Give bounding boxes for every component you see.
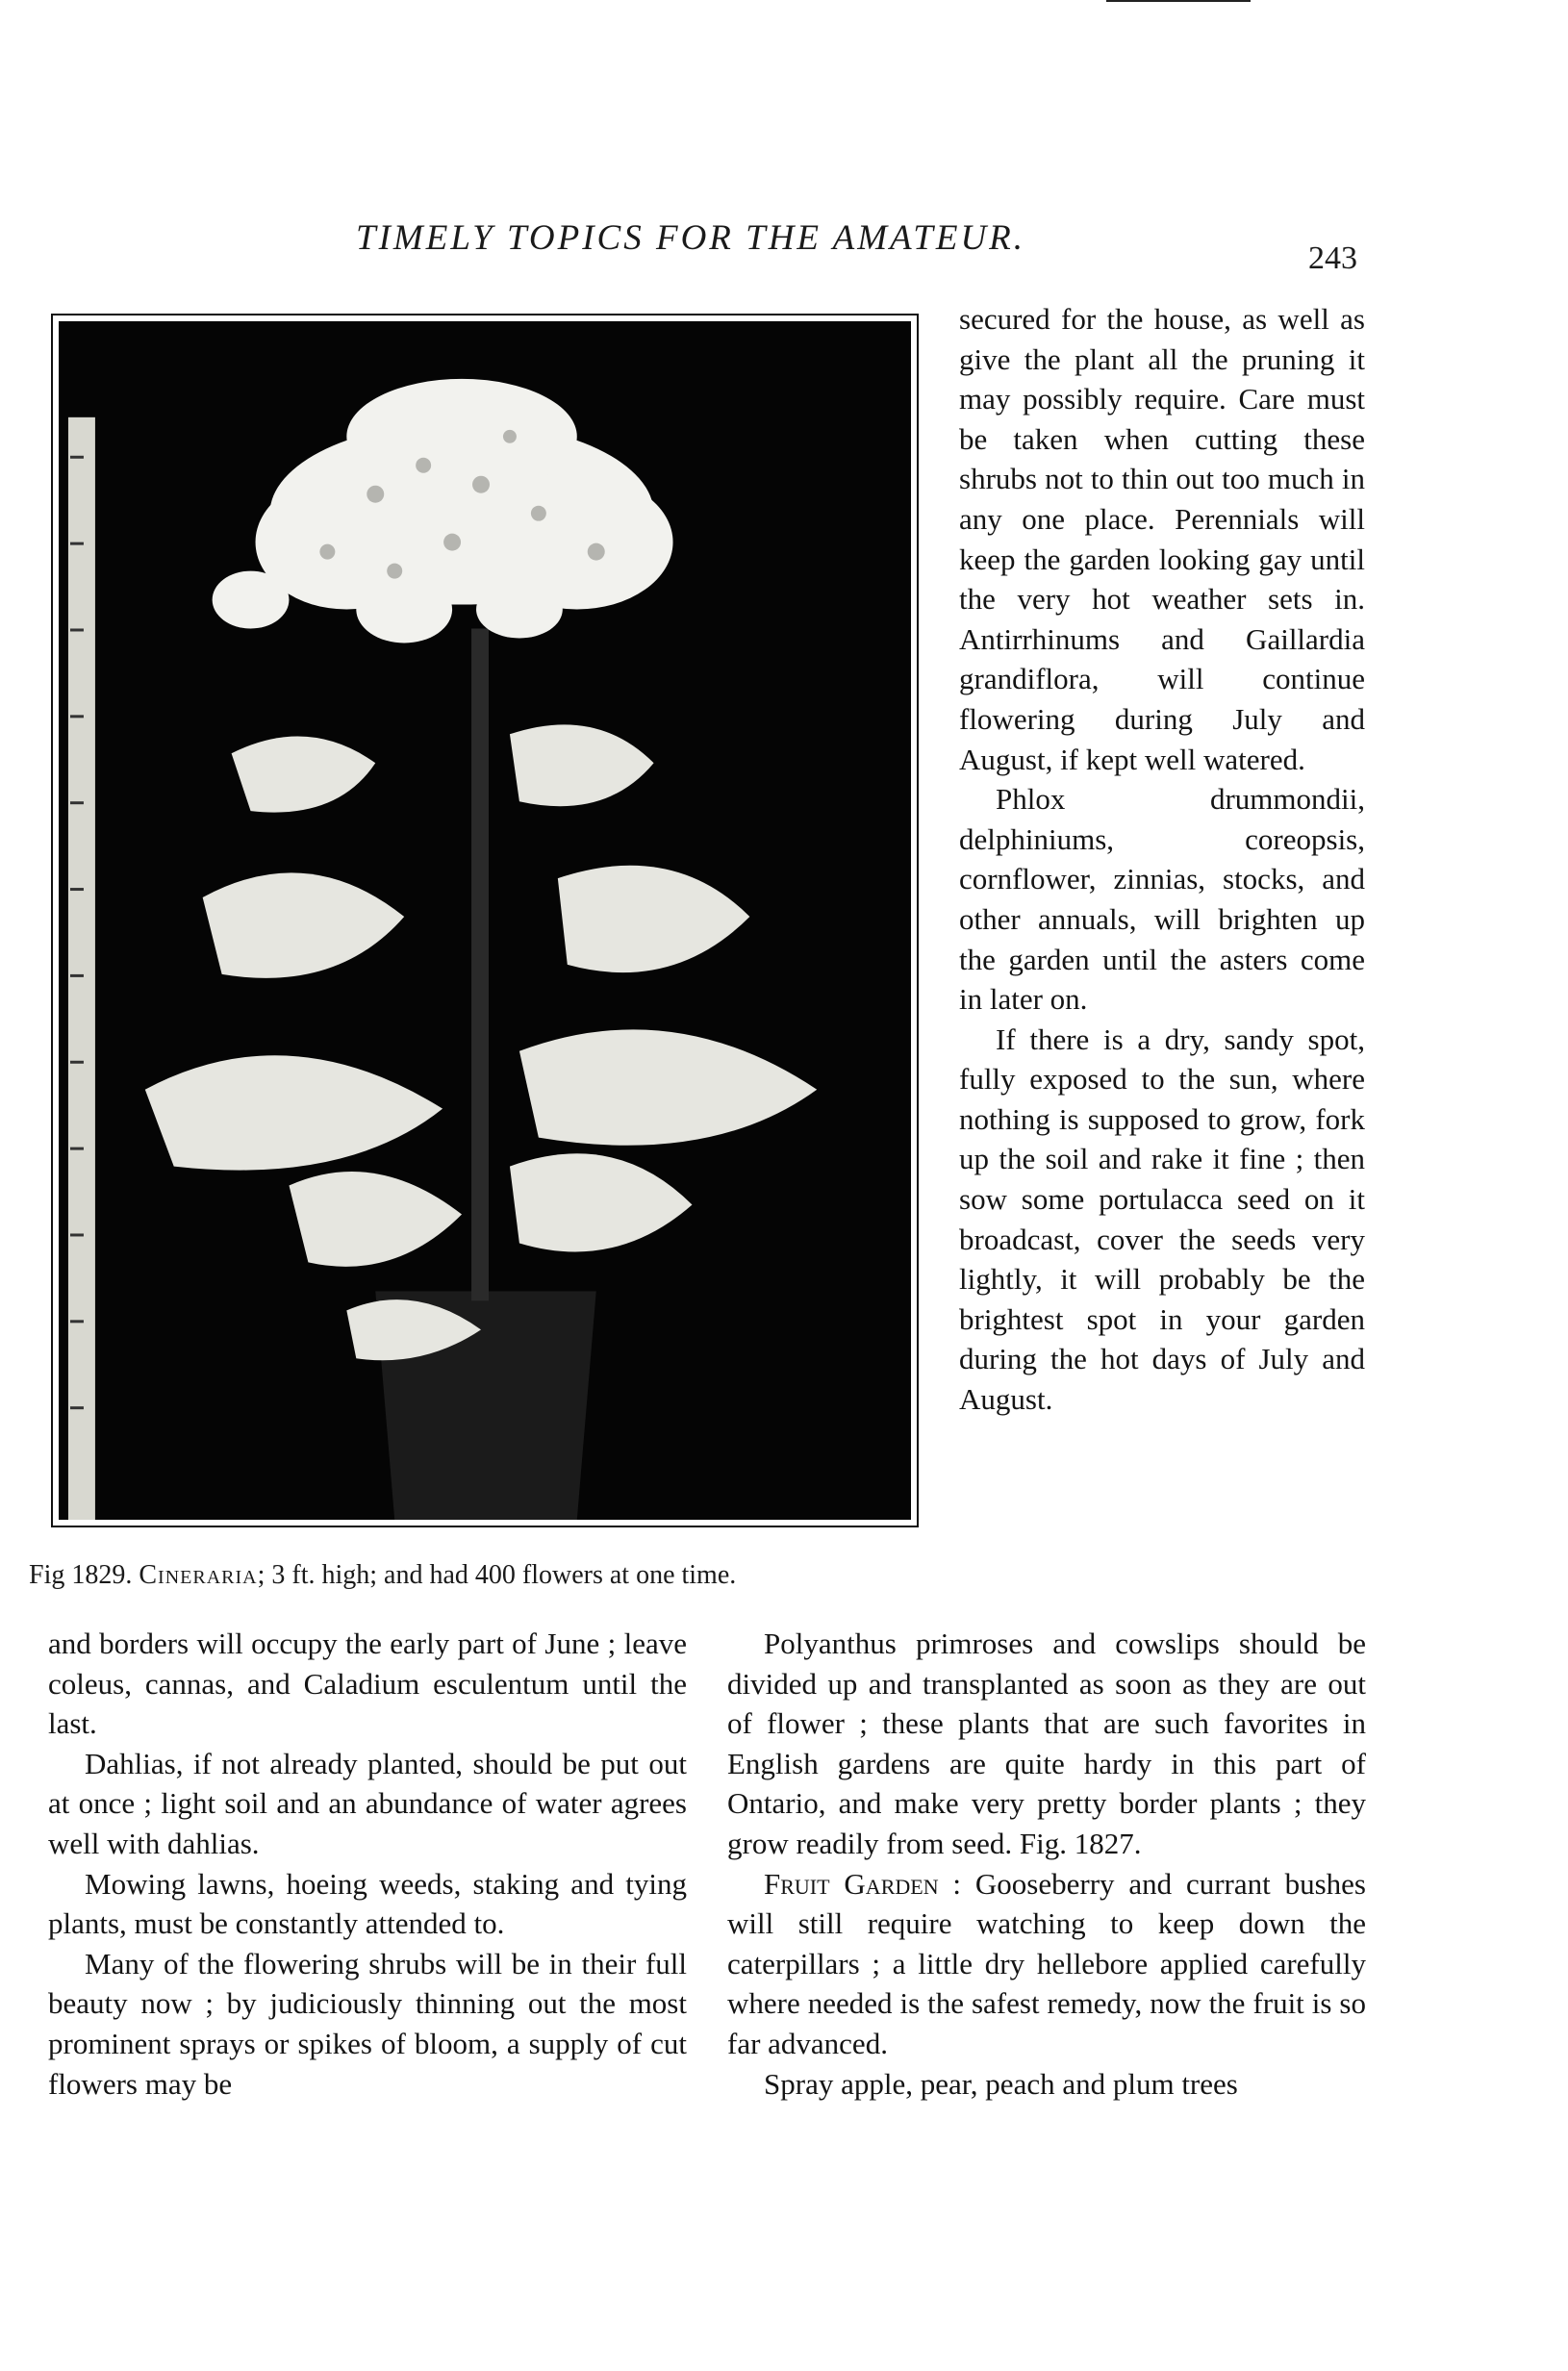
paragraph: Phlox drummondii, delphiniums, coreopsis, cornflower, zinnias, stocks, and other annuals, will brighten up the garden until the asters come in later on. [959, 782, 1365, 1017]
paragraph [727, 1864, 1366, 2064]
paragraph: Polyanthus primroses and cowslips should be divided up and transplanted as soon as they are out of flower ; these plants that are such favorites in English gardens are quite hardy in this part of Ontario, and make very pretty border plants ; they grow readily from seed. Fig. 1827. [727, 1627, 1366, 1860]
page-header [0, 217, 1568, 275]
paragraph-body: Gooseberry and currant bushes will still require watching to keep down the caterpillars ; a little dry hellebore applied carefully where needed is the safest remedy, now the fruit is so far advanced. [727, 1866, 1366, 2060]
paragraph: Dahlias, if not already planted, should be put out at once ; light soil and an abundance of water agrees well with dahlias. [48, 1746, 687, 1860]
upper-right-column [959, 299, 1365, 1420]
top-rule [1106, 0, 1251, 2]
paragraph: If there is a dry, sandy spot, fully exposed to the sun, where nothing is supposed to grow, fork up the soil and rake it fine ; then sow some portulacca seed on it broadcast, cover the seeds very lightly, it will probably be the brightest spot in your garden during the hot days of July and August. [959, 1022, 1365, 1417]
paragraph: and borders will occupy the early part of June ; leave coleus, cannas, and Caladium esculentum until the last. [48, 1627, 687, 1741]
caption-description: ; 3 ft. high; and had 400 flowers at one time. [257, 1560, 737, 1590]
caption-plant-name: Cineraria [139, 1560, 258, 1590]
page-number: 243 [1308, 240, 1357, 276]
figure-caption [29, 1560, 962, 1591]
paragraph: Many of the flowering shrubs will be in their full beauty now ; by judiciously thinning out the most prominent sprays or spikes of bloom, a supply of cut flowers may be [48, 1946, 687, 2101]
caption-number: Fig 1829. [29, 1560, 133, 1590]
cineraria-photo [59, 321, 911, 1520]
running-head: TIMELY TOPICS FOR THE AMATEUR. [356, 218, 1026, 258]
paragraph: secured for the house, as well as give the plant all the pruning it may possibly require. Care must be taken when cutting these shrubs not to thin out too much in any one place. Perennials will keep the garden looking gay until the very hot weather sets in. Antirrhinums and Gaillardia grandiflora, will continue flowering during July and August, if kept well watered. [959, 302, 1365, 776]
cineraria-photo-frame [51, 314, 919, 1527]
lower-left-column [48, 1624, 687, 2104]
paragraph: Spray apple, pear, peach and plum trees [764, 2066, 1238, 2101]
section-heading: Fruit Garden : [764, 1866, 962, 1901]
paragraph: Mowing lawns, hoeing weeds, staking and tying plants, must be constantly attended to. [48, 1866, 687, 1941]
lower-right-column [727, 1624, 1366, 2104]
